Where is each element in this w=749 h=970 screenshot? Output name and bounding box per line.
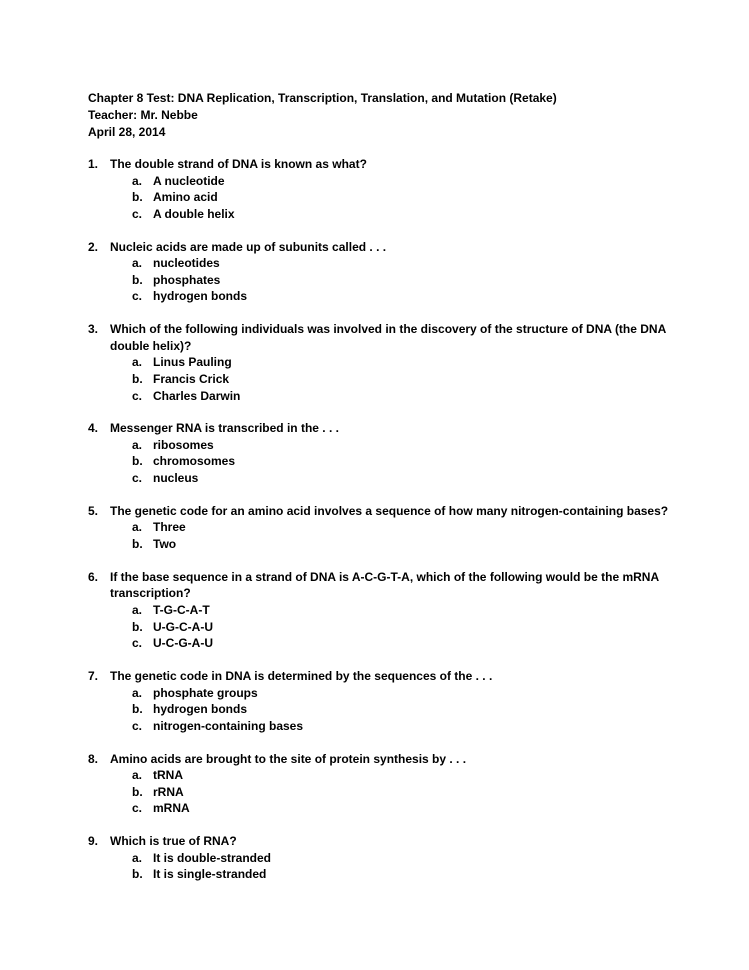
option-text: ribosomes [153, 437, 214, 452]
option-text: Three [153, 520, 186, 535]
question-item [88, 503, 678, 553]
option-letter: b. [132, 190, 143, 205]
option-letter: c. [132, 801, 143, 816]
option-text: Francis Crick [153, 371, 230, 386]
question-item [88, 751, 678, 817]
answer-option [88, 635, 678, 652]
answer-option [88, 866, 678, 883]
question-line [88, 239, 678, 256]
answer-option [88, 784, 678, 801]
option-text: A nucleotide [153, 173, 225, 188]
answer-options [88, 173, 678, 223]
option-text: nitrogen-containing bases [153, 718, 304, 733]
question-item [88, 239, 678, 305]
question-number: 1. [88, 157, 99, 171]
question-text: Which is true of RNA? [110, 834, 237, 849]
option-letter: b. [132, 537, 143, 552]
question-text: Nucleic acids are made up of subunits called . . . [110, 239, 387, 254]
question-line [88, 156, 678, 173]
option-text: mRNA [153, 801, 190, 816]
question-text: The genetic code for an amino acid involves a sequence of how many nitrogen-containing bases? [110, 503, 669, 518]
answer-options [88, 255, 678, 305]
question-number: 3. [88, 322, 99, 337]
option-letter: c. [132, 289, 143, 304]
answer-option [88, 288, 678, 305]
option-text: It is double-stranded [153, 850, 272, 865]
option-letter: b. [132, 784, 143, 799]
answer-options [88, 354, 678, 404]
answer-option [88, 701, 678, 718]
option-letter: b. [132, 454, 143, 469]
option-letter: b. [132, 371, 143, 386]
question-text: If the base sequence in a strand of DNA is A-C-G-T-A, which of the following would be the mRNA transcription? [110, 569, 659, 601]
question-number: 5. [88, 503, 99, 518]
question-text: Amino acids are brought to the site of protein synthesis by . . . [110, 751, 467, 766]
option-letter: a. [132, 520, 143, 535]
answer-options [88, 602, 678, 652]
question-number: 6. [88, 569, 99, 584]
answer-option [88, 602, 678, 619]
question-item [88, 156, 678, 222]
answer-option [88, 718, 678, 735]
answer-option [88, 536, 678, 553]
answer-options [88, 685, 678, 735]
option-letter: b. [132, 619, 143, 634]
option-text: hydrogen bonds [153, 702, 247, 717]
option-text: tRNA [153, 768, 183, 783]
answer-option [88, 189, 678, 206]
option-text: Linus Pauling [153, 355, 232, 370]
question-item [88, 321, 678, 404]
question-line [88, 420, 678, 437]
option-letter: a. [132, 355, 143, 370]
option-text: Two [153, 537, 177, 552]
answer-options [88, 519, 678, 552]
answer-options [88, 437, 678, 487]
answer-option [88, 272, 678, 289]
answer-option [88, 173, 678, 190]
question-line [88, 503, 678, 520]
option-text: U-G-C-A-U [153, 619, 213, 634]
answer-option [88, 371, 678, 388]
option-letter: c. [132, 471, 143, 486]
answer-option [88, 388, 678, 405]
question-number: 8. [88, 751, 99, 766]
test-header [88, 90, 557, 140]
option-text: nucleus [153, 471, 199, 486]
question-number: 9. [88, 834, 99, 849]
question-line [88, 569, 678, 602]
answer-option [88, 519, 678, 536]
answer-option [88, 255, 678, 272]
option-letter: c. [132, 718, 143, 733]
option-letter: b. [132, 702, 143, 717]
option-letter: a. [132, 685, 143, 700]
option-letter: b. [132, 867, 143, 882]
option-letter: c. [132, 636, 143, 651]
option-letter: a. [132, 437, 143, 452]
answer-option [88, 767, 678, 784]
question-item [88, 420, 678, 486]
option-text: It is single-stranded [153, 867, 267, 882]
answer-option [88, 354, 678, 371]
answer-options [88, 767, 678, 817]
question-text: The double strand of DNA is known as what? [110, 157, 367, 171]
option-text: T-G-C-A-T [153, 603, 210, 617]
answer-option [88, 437, 678, 454]
option-letter: a. [132, 256, 143, 271]
option-letter: a. [132, 768, 143, 783]
question-number: 4. [88, 421, 99, 436]
option-letter: c. [132, 388, 143, 403]
option-text: nucleotides [153, 256, 220, 271]
question-list [88, 156, 678, 899]
question-number: 2. [88, 239, 99, 254]
option-letter: a. [132, 173, 143, 188]
answer-option [88, 619, 678, 636]
option-text: Charles Darwin [153, 388, 241, 403]
answer-option [88, 470, 678, 487]
question-text: Which of the following individuals was involved in the discovery of the structure of DNA (the DNA double helix)? [110, 322, 666, 353]
question-line [88, 833, 678, 850]
answer-option [88, 685, 678, 702]
teacher-name: Teacher: Mr. Nebbe [88, 107, 198, 122]
option-text: phosphates [153, 272, 221, 287]
option-text: A double helix [153, 206, 235, 221]
question-number: 7. [88, 668, 99, 683]
question-item [88, 668, 678, 734]
option-letter: a. [132, 850, 143, 865]
question-line [88, 751, 678, 768]
option-text: Amino acid [153, 190, 218, 205]
question-line [88, 668, 678, 685]
question-text: Messenger RNA is transcribed in the . . . [110, 421, 339, 436]
option-text: hydrogen bonds [153, 289, 247, 304]
test-title: Chapter 8 Test: DNA Replication, Transcription, Translation, and Mutation (Retake) [88, 91, 557, 105]
test-date: April 28, 2014 [88, 124, 166, 139]
question-line [88, 321, 678, 354]
option-text: chromosomes [153, 454, 236, 469]
option-letter: b. [132, 272, 143, 287]
question-text: The genetic code in DNA is determined by the sequences of the . . . [110, 668, 493, 683]
answer-option [88, 800, 678, 817]
answer-option [88, 206, 678, 223]
answer-options [88, 850, 678, 883]
option-letter: c. [132, 206, 143, 221]
option-text: phosphate groups [153, 685, 258, 700]
question-item [88, 833, 678, 883]
answer-option [88, 453, 678, 470]
option-letter: a. [132, 603, 143, 617]
option-text: U-C-G-A-U [153, 636, 213, 651]
answer-option [88, 850, 678, 867]
option-text: rRNA [153, 784, 184, 799]
question-item [88, 569, 678, 652]
